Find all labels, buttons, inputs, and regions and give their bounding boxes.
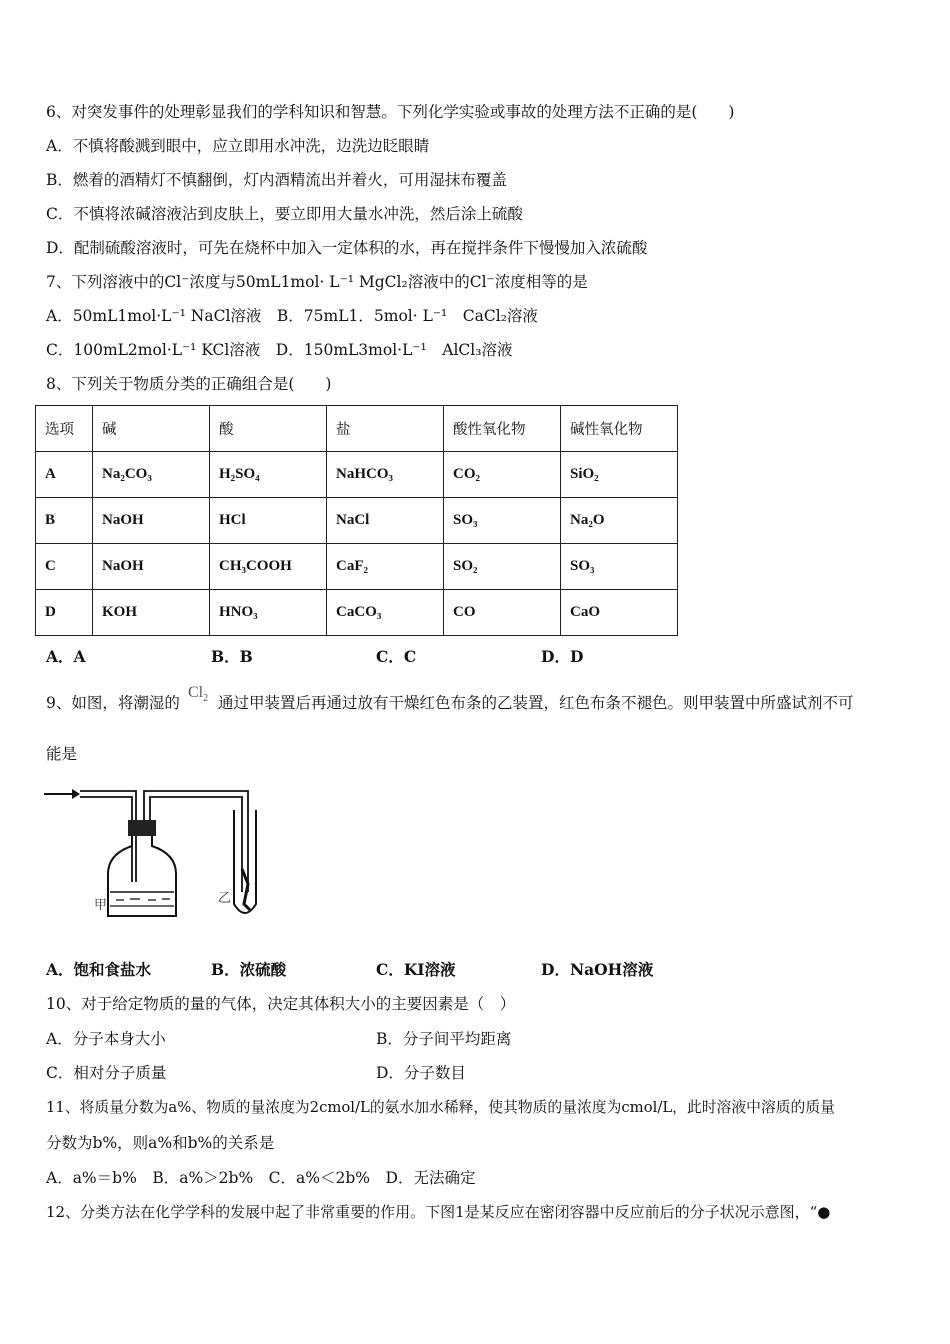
q8-option-b: B．B: [211, 647, 253, 666]
q9-stem-rest: 通过甲装置后再通过放有干燥红色布条的乙装置，红色布条不褪色。则甲装置中所盛试剂不可: [218, 694, 854, 712]
table-cell: KOH: [93, 590, 210, 636]
q9-stem-start: 9、如图，将潮湿的: [46, 694, 180, 712]
q7-stem: 7、下列溶液中的Cl⁻浓度与50mL1mol· L⁻¹ MgCl₂溶液中的Cl⁻浓度相等的是: [46, 273, 588, 291]
table-cell: B: [36, 498, 93, 544]
cl2-subscript: 2: [203, 693, 209, 705]
table-header-cell: 碱性氧化物: [561, 406, 678, 452]
q8-option-c: C．C: [376, 647, 417, 666]
q10-option-c: C．相对分子质量: [46, 1064, 167, 1082]
bottle-stopper: [128, 820, 156, 836]
q9-stem-line2: 能是: [46, 745, 78, 763]
q10-stem: 10、对于给定物质的量的气体，决定其体积大小的主要因素是（ ）: [46, 995, 516, 1013]
q11-options: A．a%＝b% B．a%＞2b% C．a%＜2b% D．无法确定: [46, 1169, 476, 1187]
table-cell: CaF₂: [327, 544, 444, 590]
table-row: [36, 544, 678, 590]
q6-stem: 6、对突发事件的处理彰显我们的学科知识和智慧。下列化学实验或事故的处理方法不正确的是( ): [46, 103, 735, 121]
q6-option-b: B．燃着的酒精灯不慎翻倒，灯内酒精流出并着火，可用湿抹布覆盖: [46, 171, 507, 189]
table-header-cell: 酸: [210, 406, 327, 452]
gas-washing-bottle: [108, 836, 176, 916]
table-cell: C: [36, 544, 93, 590]
table-cell: Na₂O: [561, 498, 678, 544]
table-cell: SO₃: [444, 498, 561, 544]
classification-table: [35, 405, 678, 636]
q11-stem-line2: 分数为b%，则a%和b%的关系是: [46, 1134, 275, 1152]
bottle-liquid-marks: [116, 899, 170, 900]
q10-option-a: A．分子本身大小: [46, 1030, 166, 1048]
q9-option-c: C．KI溶液: [376, 960, 456, 979]
table-cell: CaO: [561, 590, 678, 636]
table-cell: SO₂: [444, 544, 561, 590]
q10-option-d: D．分子数目: [376, 1064, 466, 1082]
inlet-tube-inner: [80, 797, 132, 882]
outlet-tube-inner: [150, 797, 242, 892]
table-header-cell: 碱: [93, 406, 210, 452]
table-cell: A: [36, 452, 93, 498]
table-cell: SO₃: [561, 544, 678, 590]
apparatus-diagram: [44, 774, 296, 924]
q11-stem: 11、将质量分数为a%、物质的量浓度为2cmol/L的氨水加水稀释，使其物质的量浓度为cmol/L，此时溶液中溶质的质量: [46, 1099, 835, 1116]
table-row: [36, 452, 678, 498]
q10-option-b: B．分子间平均距离: [376, 1030, 512, 1048]
q9-option-b: B．浓硫酸: [211, 960, 287, 979]
table-cell: D: [36, 590, 93, 636]
table-cell: NaOH: [93, 544, 210, 590]
outlet-tube: [144, 791, 248, 892]
table-header-cell: 酸性氧化物: [444, 406, 561, 452]
inlet-arrow-head: [72, 789, 80, 799]
cl2-symbol: Cl: [188, 684, 204, 701]
cl2-formula: [188, 684, 208, 704]
table-cell: H₂SO₄: [210, 452, 327, 498]
table-cell: NaHCO₃: [327, 452, 444, 498]
q6-option-c: C．不慎将浓碱溶液沾到皮肤上，要立即用大量水冲洗，然后涂上硫酸: [46, 205, 523, 223]
table-header-cell: 选项: [36, 406, 93, 452]
table-cell: NaCl: [327, 498, 444, 544]
q6-option-d: D．配制硫酸溶液时，可先在烧杯中加入一定体积的水，再在搅拌条件下慢慢加入浓硫酸: [46, 239, 648, 257]
q8-option-d: D．D: [541, 647, 584, 666]
q9-option-a: A．饱和食盐水: [46, 960, 152, 979]
table-cell: CO: [444, 590, 561, 636]
table-row: [36, 590, 678, 636]
table-header-row: [36, 406, 678, 452]
label-yi: 乙: [218, 891, 232, 906]
table-cell: NaOH: [93, 498, 210, 544]
q9-option-d: D．NaOH溶液: [541, 960, 654, 979]
label-jia: 甲: [94, 898, 108, 913]
table-cell: SiO₂: [561, 452, 678, 498]
q8-stem: 8、下列关于物质分类的正确组合是( ): [46, 375, 332, 393]
q12-stem: 12、分类方法在化学学科的发展中起了非常重要的作用。下图1是某反应在密闭容器中反应前后的分子状况示意图，“●: [46, 1203, 831, 1221]
table-row: [36, 498, 678, 544]
q7-options-ab: A．50mL1mol·L⁻¹ NaCl溶液 B．75mL1．5mol· L⁻¹ CaCl₂溶液: [46, 307, 538, 325]
q7-options-cd: C．100mL2mol·L⁻¹ KCl溶液 D．150mL3mol·L⁻¹ AlCl₃溶液: [46, 341, 513, 359]
q8-option-a: A．A: [46, 647, 86, 666]
table-cell: HNO₃: [210, 590, 327, 636]
table-header-cell: 盐: [327, 406, 444, 452]
table-cell: Na₂CO₃: [93, 452, 210, 498]
table-cell: CO₂: [444, 452, 561, 498]
table-cell: CH₃COOH: [210, 544, 327, 590]
table-cell: CaCO₃: [327, 590, 444, 636]
q6-option-a: A．不慎将酸溅到眼中，应立即用水冲洗，边洗边眨眼睛: [46, 137, 430, 155]
table-cell: HCl: [210, 498, 327, 544]
